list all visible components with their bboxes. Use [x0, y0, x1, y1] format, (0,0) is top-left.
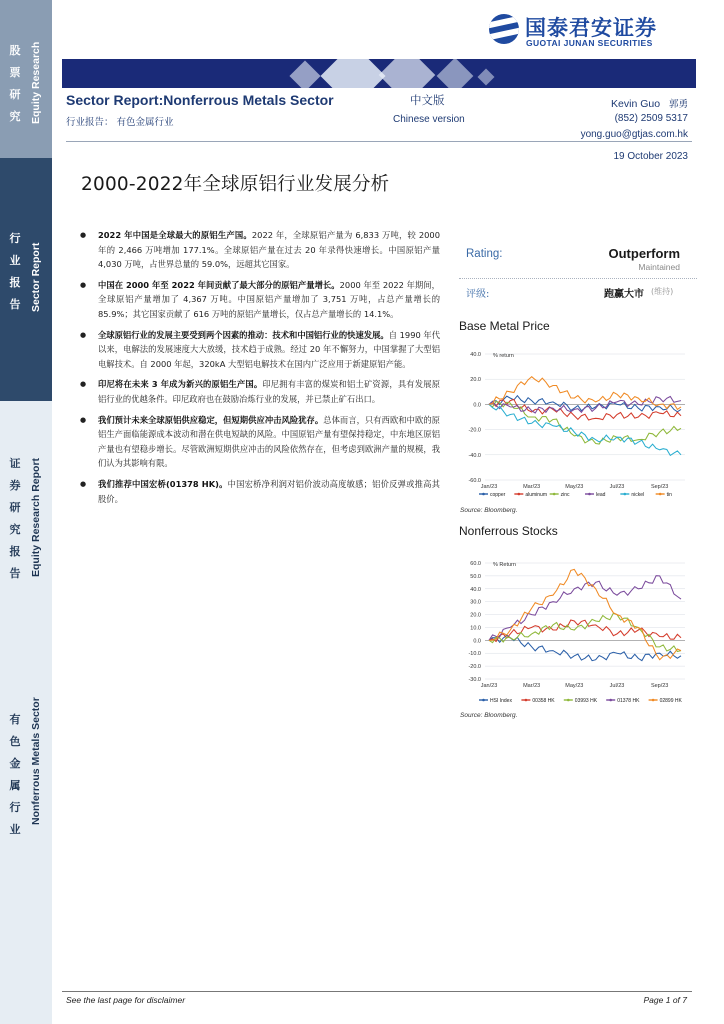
y-tick-label: 60.0 [470, 561, 481, 567]
list-item [80, 278, 440, 322]
y-tick-label: 50.0 [470, 573, 481, 580]
rating-label: Rating: [466, 248, 503, 260]
y-axis-label: % return [493, 353, 514, 359]
gem-decoration [437, 59, 474, 88]
sidebar-en-label: Sector Report [30, 242, 42, 312]
x-tick-label: Sep/23 [650, 683, 669, 689]
y-tick-label: -20.0 [468, 664, 481, 671]
y-tick-label: -40.0 [468, 452, 481, 459]
y-tick-label: 20.0 [470, 377, 481, 384]
bullet-text: 印尼拥有丰富的煤炭和铝土矿资源，具有发展原铝行业的优越条件。印尼政府也在鼓励冶炼行业的发展，并已禁止矿石出口。 [98, 379, 440, 404]
legend-label: zinc [560, 492, 570, 498]
x-tick-label: Jan/23 [480, 484, 498, 490]
legend-label: lead [596, 492, 606, 498]
legend-marker [588, 493, 591, 496]
legend-marker [518, 493, 521, 496]
sidebar-char: 告 [9, 567, 21, 580]
sidebar-char: 研 [9, 501, 21, 514]
y-tick-label: -10.0 [468, 651, 481, 658]
legend-label: nickel [631, 492, 645, 498]
page-title: 2000-2022年全球原铝行业发展分析 [81, 174, 390, 195]
x-tick-label: Jan/23 [480, 683, 498, 689]
gem-decoration [289, 60, 320, 88]
page-number: Page 1 of 7 [643, 995, 687, 1005]
legend-marker [553, 493, 556, 496]
sidebar-cn-label [8, 453, 22, 585]
gem-decoration [478, 69, 495, 86]
legend-label: 00358 HK [532, 698, 555, 704]
sidebar-char: 票 [9, 66, 21, 79]
sidebar-char: 金 [9, 757, 21, 770]
legend-marker [659, 493, 662, 496]
sidebar-section-equity-research [0, 0, 52, 158]
bullet-headline: 我们预计未来全球原铝供应稳定，但短期供应冲击风险犹存。 [98, 414, 324, 425]
nonferrous-stocks-chart [459, 555, 695, 710]
series-line-copper [489, 396, 681, 412]
bullet-headline: 我们推荐中国宏桥(01378 HK)。 [98, 478, 228, 489]
sidebar [0, 0, 52, 1024]
sidebar-section-sector-report [0, 158, 52, 401]
sidebar-char: 券 [9, 479, 21, 492]
analyst-name-en: Kevin Guo [611, 98, 661, 110]
legend-marker [624, 493, 627, 496]
analyst-phone: (852) 2509 5317 [614, 113, 688, 124]
list-item [80, 377, 440, 406]
sidebar-char: 有 [9, 713, 21, 726]
sidebar-char: 属 [9, 779, 21, 792]
sidebar-cn-label [8, 709, 22, 841]
header-banner [62, 59, 696, 88]
sidebar-char: 色 [9, 735, 21, 748]
chinese-version-link[interactable]: 中文版 [410, 93, 445, 107]
analyst-name-cn: 郭勇 [668, 99, 688, 110]
y-tick-label: 30.0 [470, 599, 481, 606]
legend-marker [567, 699, 570, 702]
footer-divider [62, 991, 692, 992]
sidebar-char: 研 [9, 88, 21, 101]
rating-divider [459, 278, 697, 279]
y-tick-label: -30.0 [468, 677, 481, 683]
legend-label: 01378 HK [617, 698, 640, 704]
legend-label: copper [490, 492, 506, 498]
rating-status: Maintained [638, 262, 680, 272]
series-line-01378-hk [489, 576, 681, 641]
rating-status-cn: (维持) [651, 287, 674, 296]
chart-source: Source: Bloomberg. [460, 507, 518, 514]
key-points-list [80, 228, 440, 512]
legend-marker [482, 493, 485, 496]
y-tick-label: 40.0 [470, 586, 481, 593]
bullet-text: 2022 年，全球原铝产量为 6,833 万吨，较 2000 年的 2,466 万吨增加 177.1%。全球原铝产量在过去 20 年录得快速增长。中国原铝产量 4,030 万吨，占世界总量的 59.0%，远超其它国家。 [98, 230, 440, 270]
sidebar-char: 行 [9, 232, 21, 245]
series-line-nickel [489, 404, 681, 455]
analyst-email[interactable]: yong.guo@gtjas.com.hk [580, 129, 688, 140]
legend-marker [609, 699, 612, 702]
base-metal-price-chart [459, 340, 695, 505]
y-tick-label: 20.0 [470, 612, 481, 619]
sidebar-en-label: Equity Research [30, 41, 42, 124]
sidebar-char: 报 [9, 276, 21, 289]
gem-decoration [320, 59, 385, 88]
legend-label: 02899 HK [659, 698, 682, 704]
x-tick-label: Mar/23 [523, 683, 541, 689]
bullet-text: 总体而言，只有西欧和中欧的原铝生产面临能源成本波动和潜在供电短缺的风险。中国原铝产量有望保持稳定，中东地区原铝产量也有望稳步增长。尽管欧洲短期供应冲击的风险依然存在，但考虑到欧洲产量的规模，我们认为其影响有限。 [98, 414, 440, 469]
sidebar-char: 行 [9, 801, 21, 814]
gem-decoration [379, 59, 436, 88]
legend-marker [482, 699, 485, 702]
list-item [80, 413, 440, 471]
y-tick-label: -60.0 [468, 478, 481, 484]
sidebar-char: 证 [9, 457, 21, 470]
sidebar-char: 究 [9, 523, 21, 536]
x-tick-label: May/23 [565, 683, 584, 689]
sidebar-char: 究 [9, 110, 21, 123]
legend-marker [525, 699, 528, 702]
bullet-text: 2000 年至 2022 年期间，全球原铝产量增加了 4,367 万吨。中国原铝产量增加了 3,751 万吨，占总产量增长的 85.9%；其它国家贡献了 616 万吨的原铝产量增长，仅占总产量增长的 14.1%。 [98, 279, 440, 319]
nonferrous-chart-title: Nonferrous Stocks [459, 524, 558, 538]
analyst-name [611, 96, 688, 110]
chart-source: Source: Bloomberg. [460, 712, 518, 719]
company-logo-icon [489, 14, 519, 44]
base-metal-chart-title: Base Metal Price [459, 319, 550, 333]
list-item [80, 328, 440, 372]
x-tick-label: May/23 [565, 484, 584, 490]
y-tick-label: 10.0 [470, 625, 481, 632]
sidebar-cn-label [8, 40, 22, 128]
report-type: Sector Report:Nonferrous Metals Sector [66, 92, 334, 108]
list-item [80, 228, 440, 272]
legend-label: aluminum [525, 492, 548, 498]
x-tick-label: Jul/23 [609, 484, 625, 490]
list-item [80, 477, 440, 506]
y-tick-label: -20.0 [468, 427, 481, 434]
sidebar-section-equity-research-report [0, 401, 52, 633]
sidebar-char: 告 [9, 298, 21, 311]
sidebar-char: 报 [9, 545, 21, 558]
legend-label: tin [666, 492, 672, 498]
company-name-cn: 国泰君安证券 [525, 16, 657, 40]
y-tick-label: 0.0 [473, 402, 481, 409]
header-divider [66, 141, 692, 142]
legend-marker [652, 699, 655, 702]
rating-value-cn: 跑赢大市 [604, 289, 644, 300]
report-date: 19 October 2023 [613, 151, 688, 162]
rating-box [459, 240, 697, 300]
legend-label: 03993 HK [574, 698, 598, 704]
sidebar-char: 业 [9, 254, 21, 267]
sidebar-en-label: Nonferrous Metals Sector [30, 697, 42, 825]
bullet-headline: 中国在 2000 年至 2022 年间贡献了最大部分的原铝产量增长。 [98, 279, 340, 290]
bullet-text: 中国宏桥净利润对铝价波动高度敏感；铝价反弹或推高其股价。 [98, 478, 440, 504]
disclaimer-note: See the last page for disclaimer [66, 995, 186, 1005]
report-type-cn: 行业报告： 有色金属行业 [66, 117, 174, 128]
sidebar-char: 股 [9, 44, 21, 57]
chinese-version-caption: Chinese version [393, 114, 465, 125]
sidebar-char: 业 [9, 823, 21, 836]
y-tick-label: 40.0 [470, 352, 481, 358]
company-name-en: GUOTAI JUNAN SECURITIES [526, 38, 653, 48]
x-tick-label: Sep/23 [650, 484, 669, 490]
rating-label-cn: 评级: [466, 289, 490, 300]
bullet-headline: 2022 年中国是全球最大的原铝生产国。 [98, 230, 252, 240]
x-tick-label: Mar/23 [523, 484, 541, 490]
bullet-headline: 印尼将在未来 3 年成为新兴的原铝生产国。 [98, 379, 263, 390]
y-tick-label: 0.0 [473, 638, 481, 645]
y-axis-label: % Return [493, 562, 516, 568]
legend-label: HSI Index [490, 698, 512, 704]
rating-value: Outperform [608, 246, 680, 261]
sidebar-en-label: Equity Research Report [30, 457, 42, 577]
sidebar-cn-label [8, 228, 22, 316]
bullet-headline: 全球原铝行业的发展主要受到两个因素的推动：技术和中国铝行业的快速发展。 [98, 329, 389, 340]
x-tick-label: Jul/23 [609, 683, 625, 689]
bullet-text: 自 1990 年代以来，电解法的发展速度大大放缓，技术趋于成熟。经过 20 年不懈努力，中国掌握了大型铝电解技术。自 2000 年起，320kA 大型铝电解技术在国内广泛应用于新建原铝产能。 [98, 329, 441, 369]
sidebar-section-nonferrous [0, 633, 52, 1024]
